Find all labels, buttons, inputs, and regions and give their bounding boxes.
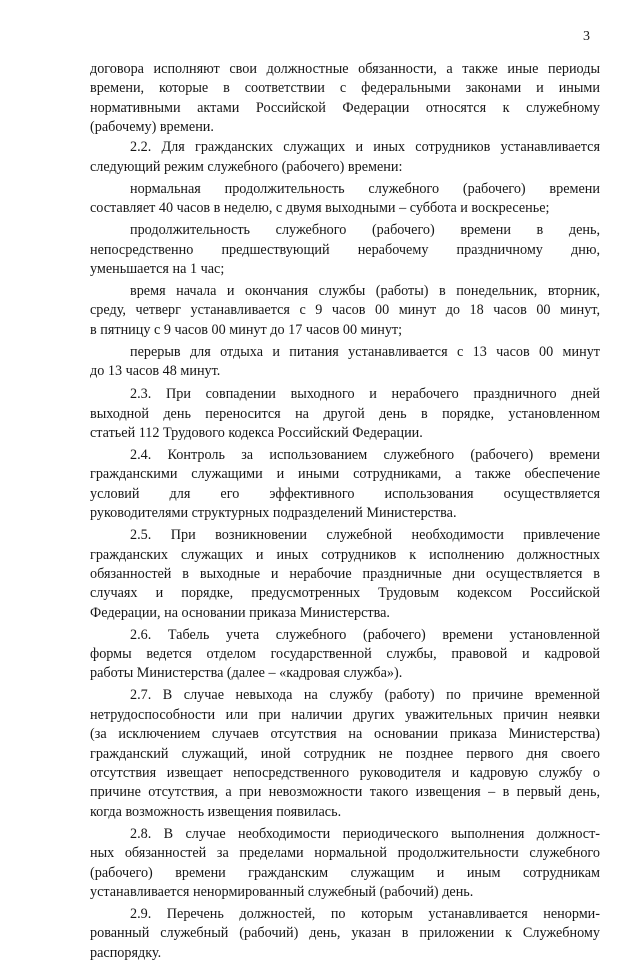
text-line: продолжительность служебного (рабочего) времени в день, xyxy=(130,222,600,239)
text-line: непосредственно предшествующий нерабочему праздничному дню, xyxy=(90,241,600,258)
text-line: отсутствия извещает непосредственного руководителя и кадровую службу о xyxy=(90,765,600,782)
document-body xyxy=(90,60,600,963)
text-line: 2.9. Перечень должностей, по которым устанавливается ненорми- xyxy=(130,905,600,922)
text-line: 2.4. Контроль за использованием служебного (рабочего) времени xyxy=(130,446,600,463)
text-line: руководителями структурных подразделений Министерства. xyxy=(90,505,457,522)
paragraph-2-2-work-hours xyxy=(90,282,600,340)
text-line: устанавливается ненормированный служебный (рабочий) день. xyxy=(90,883,474,900)
text-line: 2.5. При возникновении служебной необходимости привлечение xyxy=(130,527,600,544)
text-line: нетрудоспособности или при наличии других уважительных причин неявки xyxy=(90,706,600,723)
text-line: гражданскими служащими и иными сотрудниками, а также обеспечение xyxy=(90,466,600,483)
text-line: формы ведется отделом государственной службы, правовой и кадровой xyxy=(90,646,600,663)
text-line: нормативными актами Российской Федерации относятся к служебному xyxy=(90,99,600,116)
text-line: времени, которые в соответствии с федеральными законами и иными xyxy=(90,80,600,97)
text-line: работы Министерства (далее – «кадровая служба»). xyxy=(90,665,403,682)
paragraph-2-3 xyxy=(90,385,600,443)
paragraph-2-2-preholiday xyxy=(90,221,600,279)
text-line: до 13 часов 48 минут. xyxy=(90,363,221,380)
text-line: следующий режим служебного (рабочего) времени: xyxy=(90,158,403,175)
paragraph-2-2-break xyxy=(90,343,600,382)
text-line: условий для его эффективного использования осуществляется xyxy=(90,485,600,502)
text-line: составляет 40 часов в неделю, с двумя выходными – суббота и воскресенье; xyxy=(90,200,550,217)
paragraph-2-9 xyxy=(90,905,600,963)
text-line: 2.7. В случае невыхода на службу (работу) по причине временной xyxy=(130,687,600,704)
text-line: причине отсутствия, а при невозможности такого извещения – в первый день, xyxy=(90,784,600,801)
text-line: гражданских служащих и иных сотрудников к исполнению должностных xyxy=(90,546,600,563)
text-line: уменьшается на 1 час; xyxy=(90,260,225,277)
text-line: ных обязанностей за пределами нормальной продолжительности служебного xyxy=(90,845,600,862)
page-number: 3 xyxy=(583,29,590,44)
text-line: договора исполняют свои должностные обязанности, а также иные периоды xyxy=(90,61,600,77)
text-line: обязанностей в выходные и нерабочие праздничные дни осуществляется в xyxy=(90,565,600,582)
text-line: рованный служебный (рабочий) день, указан в приложении к Служебному xyxy=(90,925,600,942)
text-line: 2.6. Табель учета служебного (рабочего) времени установленной xyxy=(130,626,600,643)
text-line: распорядку. xyxy=(90,944,162,961)
text-line: время начала и окончания службы (работы) в понедельник, вторник, xyxy=(130,282,600,299)
text-line: 2.8. В случае необходимости периодического выполнения должност- xyxy=(130,825,600,842)
text-line: гражданский служащий, иной сотрудник не позднее первого дня своего xyxy=(90,745,600,762)
text-line: 2.3. При совпадении выходного и нерабочего праздничного дней xyxy=(130,386,600,403)
paragraph-2-5 xyxy=(90,526,600,623)
text-line: 2.2. Для гражданских служащих и иных сотрудников устанавливается xyxy=(130,139,600,156)
paragraph-2-4 xyxy=(90,446,600,524)
paragraph-2-7 xyxy=(90,686,600,822)
text-line: когда возможность извещения появилась. xyxy=(90,803,342,820)
text-line: (за исключением случаев отсутствия на основании приказа Министерства) xyxy=(90,726,600,743)
text-line: выходной день переносится на другой день в порядке, установленном xyxy=(90,405,600,422)
text-line: случаях и порядке, предусмотренных Трудовым кодексом Российской xyxy=(90,585,600,602)
text-line: (рабочего) времени гражданским служащим и иным сотрудникам xyxy=(90,864,600,881)
paragraph-continuation xyxy=(90,60,600,138)
text-line: Федерации, на основании приказа Министерства. xyxy=(90,604,390,621)
paragraph-2-6 xyxy=(90,626,600,684)
text-line: перерыв для отдыха и питания устанавливается с 13 часов 00 минут xyxy=(130,343,600,360)
text-line: статьей 112 Трудового кодекса Российский Федерации. xyxy=(90,425,423,441)
text-line: нормальная продолжительность служебного (рабочего) времени xyxy=(130,180,600,197)
paragraph-2-8 xyxy=(90,825,600,903)
paragraph-2-2 xyxy=(90,138,600,177)
text-line: в пятницу с 9 часов 00 минут до 17 часов 00 минут; xyxy=(90,321,403,338)
paragraph-2-2-normal-hours xyxy=(90,180,600,219)
text-line: (рабочему) времени. xyxy=(90,119,214,136)
text-line: среду, четверг устанавливается с 9 часов 00 минут до 18 часов 00 минут, xyxy=(90,302,600,319)
